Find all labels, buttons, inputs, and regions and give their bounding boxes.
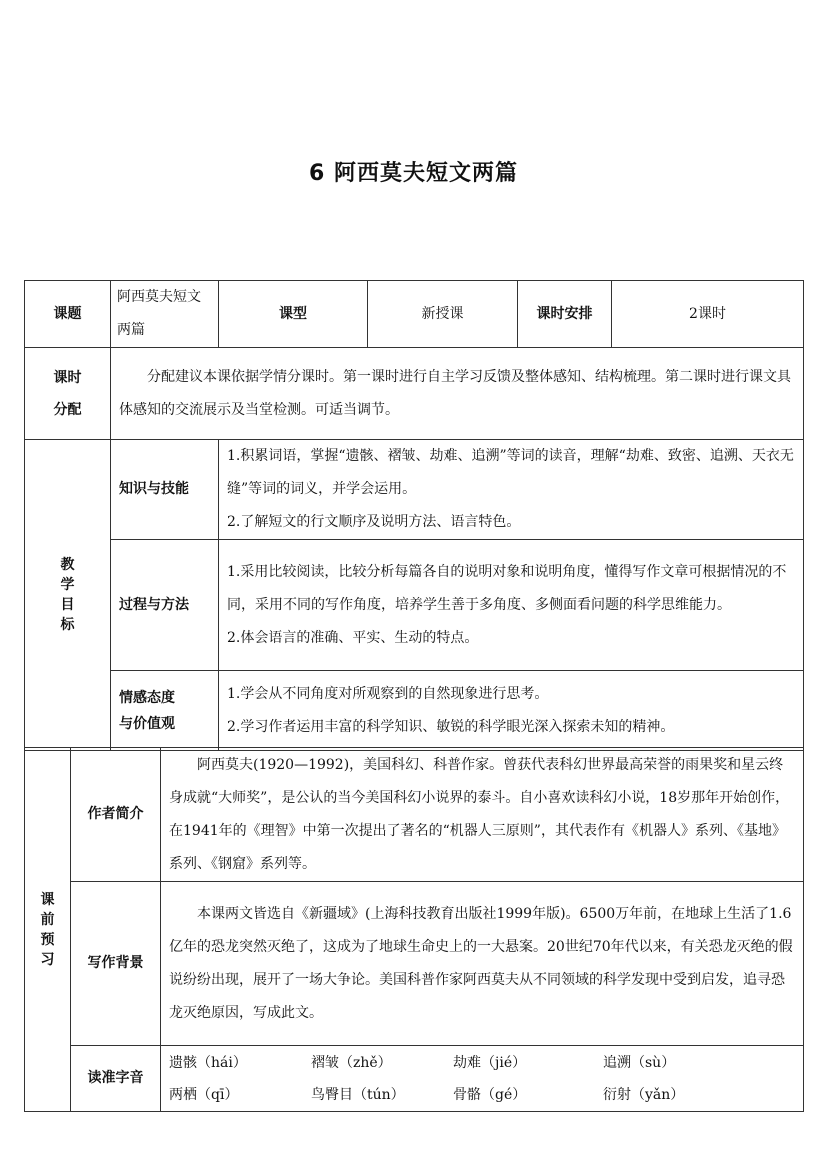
author-row [25,748,804,882]
allocation-content: 分配建议本课依据学情分课时。第一课时进行自主学习反馈及整体感知、结构梳理。第二课时进行课文具体感知的交流展示及当堂检测。可适当调节。 [111,348,804,440]
goals-label-cell [25,440,111,751]
emotion-label [111,671,219,751]
knowledge-label: 知识与技能 [111,440,219,540]
word-item: 鸟臀目（tún） [311,1086,405,1103]
word-item: 衍射（yǎn） [603,1086,685,1103]
emotion-content [219,671,804,751]
word-item: 两栖（qī） [169,1086,239,1103]
allocation-label-line2: 分配 [53,401,82,418]
preview-table [24,747,804,1112]
background-row [25,882,804,1046]
emotion-item-2: 2.学习作者运用丰富的科学知识、敏锐的科学眼光深入探索未知的精神。 [227,718,675,735]
pronunciation-label: 读准字音 [71,1046,161,1112]
preview-label: 课前预习 [40,891,55,968]
process-content [219,540,804,671]
word-item: 劫难（jié） [453,1054,527,1071]
allocation-label-line1: 课时 [53,369,82,386]
word-item: 追溯（sù） [603,1054,676,1071]
emotion-label-line2: 与价值观 [119,715,175,732]
topic-label: 课题 [25,281,111,348]
emotion-item-1: 1.学会从不同角度对所观察到的自然现象进行思考。 [227,685,549,702]
word-item: 褶皱（zhě） [311,1054,392,1071]
emotion-label-line1: 情感态度 [119,689,175,706]
pronunciation-row [25,1046,804,1112]
topic-row [25,281,804,348]
author-label: 作者简介 [71,748,161,882]
allocation-label [25,348,111,440]
background-label: 写作背景 [71,882,161,1046]
page-title: 6 阿西莫夫短文两篇 [309,161,518,186]
knowledge-row [25,440,804,540]
goals-label: 教学目标 [60,557,75,633]
allocation-row [25,348,804,440]
word-item: 骨骼（gé） [453,1086,527,1103]
schedule-value: 2课时 [612,281,804,348]
pronunciation-content [161,1046,804,1112]
pronunciation-row-2 [169,1079,797,1111]
knowledge-item-2: 2.了解短文的行文顺序及说明方法、语言特色。 [227,514,521,530]
type-label: 课型 [219,281,368,348]
schedule-label: 课时安排 [518,281,612,348]
word-item: 遗骸（hái） [169,1054,247,1071]
type-value: 新授课 [368,281,518,348]
process-item-2: 2.体会语言的准确、平实、生动的特点。 [227,629,479,646]
lesson-plan-table [24,280,804,751]
preview-label-cell [25,748,71,1112]
author-content: 阿西莫夫(1920—1992)，美国科幻、科普作家。曾获代表科幻世界最高荣誉的雨果奖和星云终身成就“大师奖”，是公认的当今美国科幻小说界的泰斗。自小喜欢读科幻小说，18岁那年开始创作，在1941年的《理智》中第一次提出了著名的“机器人三原则”，其代表作有《机器人》系列、《基地》系列、《钢窟》系列等。 [161,748,804,882]
background-content: 本课两文皆选自《新疆域》(上海科技教育出版社1999年版)。6500万年前，在地球上生活了1.6亿年的恐龙突然灭绝了，这成为了地球生命史上的一大悬案。20世纪70年代以来，有关恐龙灭绝的假说纷纷出现，展开了一场大争论。美国科普作家阿西莫夫从不同领域的科学发现中受到启发，追寻恐龙灭绝原因，写成此文。 [161,882,804,1046]
pronunciation-row-1 [169,1047,797,1079]
emotion-row [25,671,804,751]
knowledge-content [219,440,804,540]
process-row [25,540,804,671]
topic-value: 阿西莫夫短文两篇 [111,281,219,348]
knowledge-item-1: 1.积累词语，掌握“遗骸、褶皱、劫难、追溯”等词的读音，理解“劫难、致密、追溯、天衣无缝”等词的词义，并学会运用。 [227,448,794,497]
process-item-1: 1.采用比较阅读，比较分析每篇各自的说明对象和说明角度，懂得写作文章可根据情况的不同，采用不同的写作角度，培养学生善于多角度、多侧面看问题的科学思维能力。 [227,563,787,613]
process-label: 过程与方法 [111,540,219,671]
